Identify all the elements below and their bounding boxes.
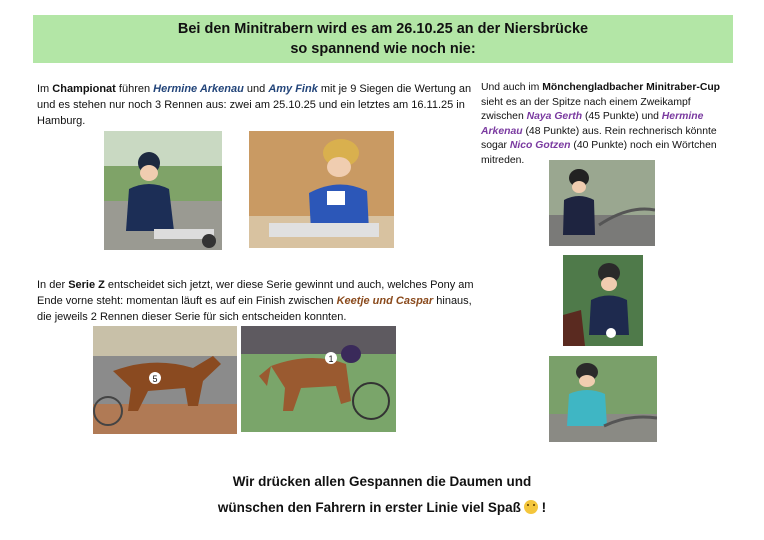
photo-pony-5 — [93, 326, 237, 434]
smiley-icon — [524, 500, 538, 514]
driver-name: Hermine Arkenau — [481, 111, 704, 137]
driver-name: Nico Gotzen — [509, 140, 571, 151]
photo-cup-driver-1 — [549, 160, 655, 246]
cup-label: Mönchengladbacher Minitraber-Cup — [542, 82, 721, 93]
driver-name: Naya Gerth — [526, 111, 583, 122]
text: Im — [37, 83, 53, 95]
pony-number: 5 — [152, 374, 158, 384]
photo-pony-1 — [241, 326, 396, 432]
driver-name: Hermine Arkenau — [153, 83, 244, 95]
text: hinaus, die jeweils 2 Rennen dieser Serie für sich entscheiden konnten. — [37, 295, 472, 323]
footer-line-2 — [0, 500, 764, 515]
footer-exclamation: ! — [537, 500, 547, 515]
text: führen — [115, 83, 154, 95]
photo-driver-2 — [249, 131, 394, 248]
photo-cup-driver-2 — [563, 255, 643, 346]
headline-line-1: Bei den Minitrabern wird es am 26.10.25 an der Niersbrücke — [177, 21, 589, 37]
cup-paragraph — [481, 81, 726, 168]
text: entscheidet sich jetzt, wer diese Serie gewinnt und auch, welches Pony am Ende vorne steht: momentan läuft es auf ein Finish zwischen — [37, 279, 474, 307]
footer-text: wünschen den Fahrern in erster Linie viel Spaß — [217, 500, 521, 515]
footer-line-1: Wir drücken allen Gespannen die Daumen und — [232, 474, 532, 489]
pony-names: Keetje und Caspar — [336, 295, 434, 307]
serie-z-label: Serie Z — [68, 279, 105, 291]
driver-name: Amy Fink — [268, 83, 318, 95]
pony-number: 1 — [328, 354, 334, 364]
text: mit je 9 Siegen die Wertung an und es stehen nur noch 3 Rennen aus: zwei am 25.10.25 und ein letztes am 16.11.25 in Hamburg. — [37, 83, 472, 127]
headline-banner — [33, 15, 733, 63]
serie-z-paragraph — [37, 277, 482, 325]
text: sieht es an der Spitze nach einem Zweikampf zwischen — [481, 96, 691, 122]
championat-label: Championat — [52, 83, 116, 95]
text: In der — [37, 279, 69, 291]
photo-driver-1 — [104, 131, 222, 250]
text: (48 Punkte) aus. Rein rechnerisch könnte sogar — [481, 125, 717, 151]
text: und — [243, 83, 269, 95]
photo-cup-driver-3 — [549, 356, 657, 442]
text: (40 Punkte) noch ein Wörtchen mitreden. — [481, 140, 717, 166]
text: Und auch im — [481, 82, 543, 93]
championat-paragraph — [37, 81, 475, 129]
text: (45 Punkte) und — [582, 111, 662, 122]
headline-line-2: so spannend wie noch nie: — [290, 41, 476, 57]
